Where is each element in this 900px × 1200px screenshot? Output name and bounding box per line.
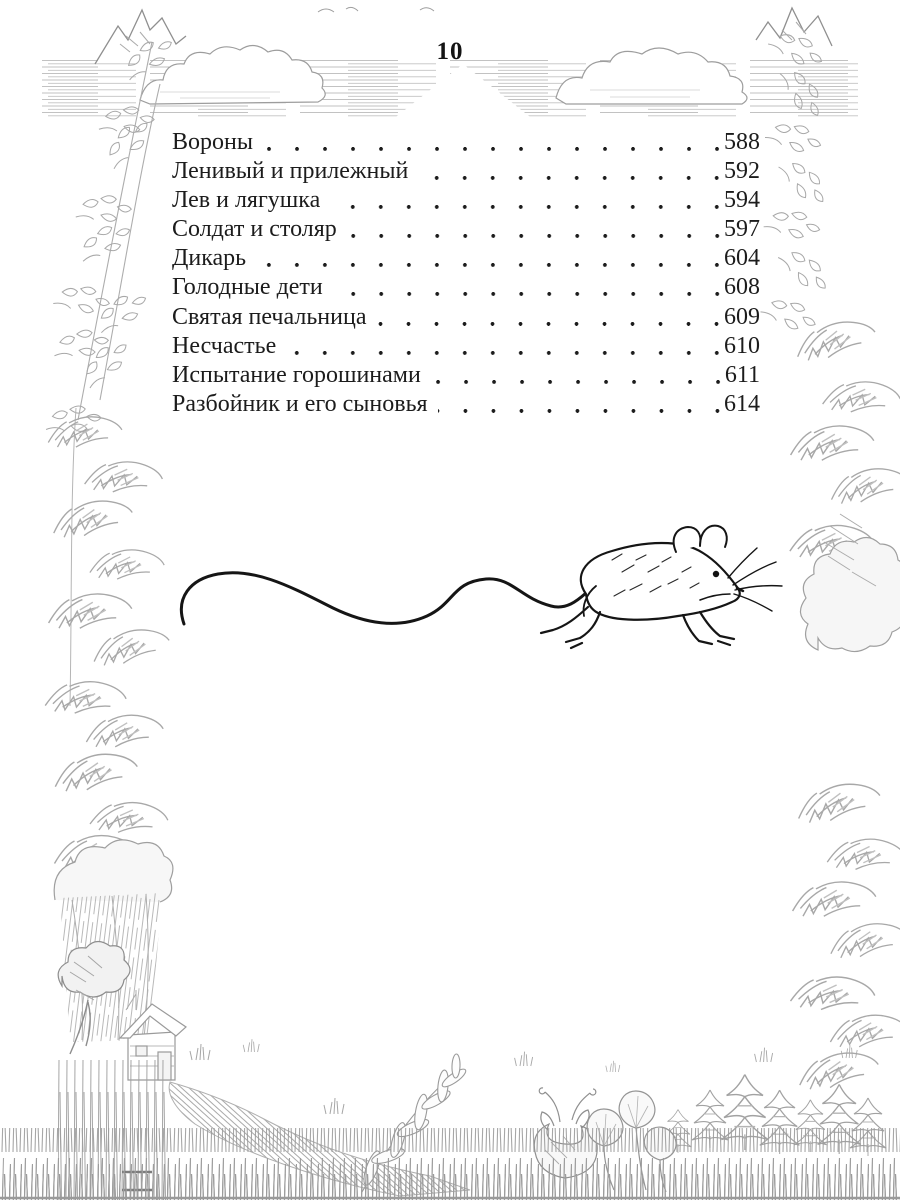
toc-leader-dots (263, 128, 721, 157)
toc-list (172, 128, 760, 419)
toc-entry-title: Солдат и столяр (172, 216, 337, 243)
toc-entry-title: Несчастье (172, 332, 277, 359)
toc-entry-page: 592 (724, 158, 760, 185)
toc-leader-dots (431, 361, 722, 390)
toc-entry-page: 611 (724, 361, 760, 388)
toc-entry-title: Ленивый и прилежный (172, 158, 409, 185)
toc-entry[interactable] (172, 390, 760, 419)
toc-entry[interactable] (172, 303, 760, 332)
toc-entry-title: Святая печальница (172, 303, 367, 330)
toc-entry[interactable] (172, 332, 760, 361)
toc-leader-dots (333, 273, 721, 302)
toc-entry-page: 610 (724, 332, 760, 359)
toc-entry-page: 597 (724, 216, 760, 243)
toc-leader-dots (347, 215, 721, 244)
toc-entry[interactable] (172, 186, 760, 215)
toc-entry-page: 609 (724, 303, 760, 330)
toc-entry-page: 614 (724, 390, 760, 417)
toc-leader-dots (376, 303, 721, 332)
toc-entry-page: 594 (724, 187, 760, 214)
toc-entry[interactable] (172, 273, 760, 302)
toc-entry-title: Лев и лягушка (172, 187, 321, 214)
toc-entry-page: 608 (724, 274, 760, 301)
toc-entry-title: Голодные дети (172, 274, 323, 301)
toc-entry-title: Разбойник и его сыновья (172, 390, 428, 417)
toc-leader-dots (330, 186, 721, 215)
toc-entry[interactable] (172, 157, 760, 186)
toc-entry[interactable] (172, 128, 760, 157)
toc-leader-dots (256, 244, 721, 273)
toc-entry[interactable] (172, 215, 760, 244)
toc-entry-page: 604 (724, 245, 760, 272)
mouse-illustration (181, 526, 782, 648)
toc-entry[interactable] (172, 361, 760, 390)
toc-leader-dots (418, 157, 721, 186)
toc-entry-page: 588 (724, 129, 760, 155)
toc-entry-title: Дикарь (172, 245, 247, 272)
page-number: 10 (436, 38, 464, 65)
toc-entry[interactable] (172, 244, 760, 273)
toc-entry-title: Вороны (172, 129, 253, 155)
toc-leader-dots (286, 332, 721, 361)
toc-leader-dots (438, 390, 721, 419)
toc-entry-title: Испытание горошинами (172, 361, 421, 388)
right-border-sketch (760, 22, 900, 1090)
